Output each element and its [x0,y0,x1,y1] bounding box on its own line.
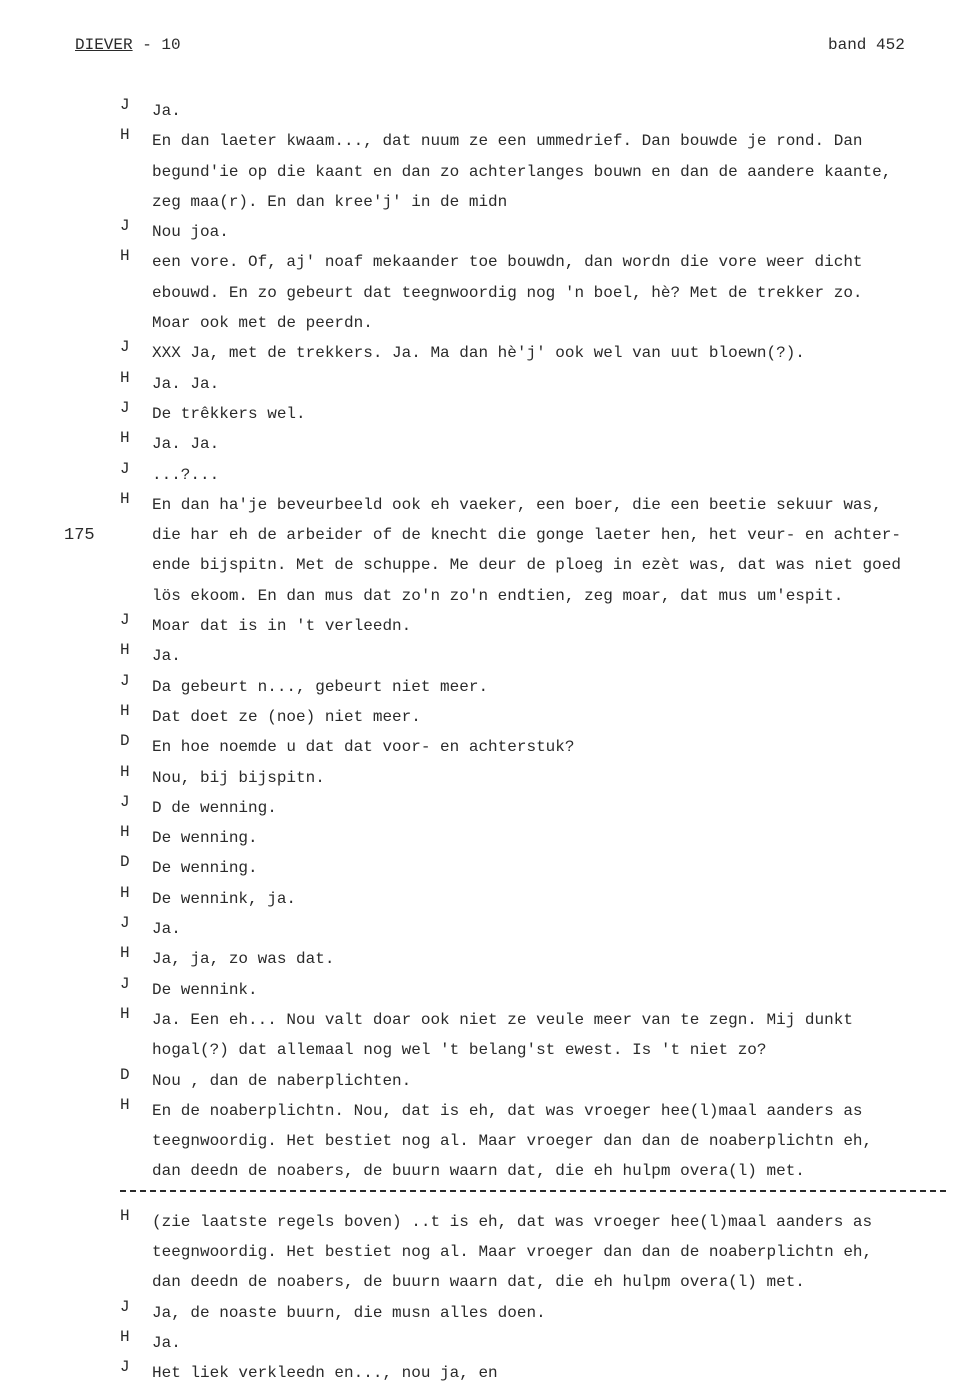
transcript-part-after [0,1207,973,1389]
speaker-label: H [120,762,130,781]
transcript-turn [0,793,973,823]
speaker-label: H [120,641,130,660]
utterance-text: De wenning. [152,859,258,878]
transcript-turn [0,914,973,944]
speaker-label: J [120,671,130,690]
speaker-label: J [120,611,130,630]
speaker-label: H [120,1004,130,1023]
speaker-label: J [120,1358,130,1377]
speaker-label: J [120,338,130,357]
utterance-text: Ja. [152,647,181,666]
transcript-turn [0,611,973,641]
utterance-text: Ja. [152,1333,181,1352]
utterance-text: een vore. Of, aj' noaf mekaander toe bouwdn, dan wordn die vore weer dicht ebouwd. En zo gebeurt dat teegnwoordig nog 'n boel, hè? Met de trekker zo. Moar ook met de peerdn. [152,253,863,333]
utterance-text: (zie laatste regels boven) ..t is eh, dat was vroeger hee(l)maal aanders as teegnwoordig. Het bestiet nog al. Maar vroeger dan dan de noaberplichtn eh, dan deedn de noabers, de buurn waarn dat, die eh hulpm overa(l) met. [152,1212,873,1292]
band-number: band 452 [828,36,905,54]
transcript-turn [0,1298,973,1328]
utterance-text: De wennink. [152,980,258,999]
transcript-turn [0,944,973,974]
transcript-turn [0,1066,973,1096]
utterance-text: Ja. [152,920,181,939]
transcript-turn [0,823,973,853]
transcript-turn [0,338,973,368]
utterance-text: Ja. Ja. [152,374,220,393]
utterance-text: Moar dat is in 't verleedn. [152,617,412,636]
utterance-text: Nou , dan de naberplichten. [152,1071,412,1090]
transcript-turn [0,247,973,338]
divider-line [120,1190,946,1193]
speaker-label: H [120,823,130,842]
transcript-turn [0,1358,973,1388]
utterance-text: Dat doet ze (noe) niet meer. [152,707,421,726]
transcript-turn [0,884,973,914]
speaker-label: J [120,96,130,114]
speaker-label: J [120,217,130,236]
speaker-label: H [120,247,130,266]
utterance-text: D de wenning. [152,798,277,817]
utterance-text: Da gebeurt n..., gebeurt niet meer. [152,677,489,696]
transcript [0,96,973,1388]
transcript-turn [0,429,973,459]
speaker-label: H [120,429,130,448]
transcript-turn [0,460,973,490]
utterance-text: Nou joa. [152,223,229,242]
speaker-label: H [120,944,130,963]
utterance-text: En hoe noemde u dat dat voor- en achterstuk? [152,738,575,757]
transcript-turn [0,1328,973,1358]
transcript-turn [0,369,973,399]
speaker-label: J [120,974,130,993]
place-name: DIEVER [75,36,133,54]
transcript-turn [0,702,973,732]
utterance-text: Ja. Ja. [152,435,220,454]
speaker-label: H [120,883,130,902]
speaker-label: J [120,398,130,417]
speaker-label: D [120,853,130,872]
speaker-label: H [120,368,130,387]
transcript-turn [0,1005,973,1066]
speaker-label: H [120,1095,130,1114]
transcript-turn [0,641,973,671]
transcript-turn [0,217,973,247]
utterance-text: Ja, de noaste buurn, die musn alles doen. [152,1303,546,1322]
transcript-turn [0,126,973,217]
speaker-label: H [120,701,130,720]
speaker-label: J [120,792,130,811]
utterance-text: De trêkkers wel. [152,404,306,423]
utterance-text: De wenning. [152,829,258,848]
speaker-label: J [120,459,130,478]
speaker-label: H [120,1206,130,1225]
transcript-turn [0,975,973,1005]
transcript-turn [0,853,973,883]
transcript-turn [0,490,973,611]
utterance-text: XXX Ja, met de trekkers. Ja. Ma dan hè'j' ook wel van uut bloewn(?). [152,344,805,363]
speaker-label: H [120,1327,130,1346]
utterance-text: En dan ha'je beveurbeeld ook eh vaeker, een boer, die een beetie sekuur was, die har eh de arbeider of de knecht die gonge laeter hen, het veur- en achter- ende bijspitn. Met de schuppe. Me deur de ploeg in ezèt was, dat was niet goed lös ekoom. En dan mus dat zo'n zo'n endtien, zeg moar, dat mus um'espit. [152,495,901,605]
margin-line-number: 175 [64,526,95,545]
speaker-label: D [120,1065,130,1084]
utterance-text: En dan laeter kwaam..., dat nuum ze een ummedrief. Dan bouwde je rond. Dan begund'ie op die kaant en dan zo achterlanges bouwn en dan de aandere kaante, zeg maa(r). En dan kree'j' in de midn [152,132,892,211]
transcript-turn [0,1096,973,1187]
utterance-text: En de noaberplichtn. Nou, dat is eh, dat was vroeger hee(l)maal aanders as teegnwoordig. Het bestiet nog al. Maar vroeger dan dan de noaberplichtn eh, dan deedn de noabers, de buurn waarn dat, die eh hulpm overa(l) met. [152,1101,873,1181]
page-number: - 10 [132,36,181,54]
speaker-label: D [120,732,130,751]
page-header-left [75,36,181,54]
transcript-turn [0,732,973,762]
transcript-turn [0,1207,973,1298]
transcript-part-before [0,96,973,1187]
utterance-text: De wennink, ja. [152,889,297,908]
speaker-label: H [120,126,130,145]
transcript-turn [0,399,973,429]
speaker-label: J [120,914,130,933]
utterance-text: ...?... [152,465,220,484]
speaker-label: J [120,1297,130,1316]
transcript-turn [0,96,973,126]
utterance-text: Nou, bij bijspitn. [152,768,325,787]
utterance-text: Het liek verkleedn en..., nou ja, en [152,1364,498,1383]
transcript-turn [0,672,973,702]
transcript-turn [0,763,973,793]
utterance-text: Ja. Een eh... Nou valt doar ook niet ze veule meer van te zegn. Mij dunkt hogal(?) dat allemaal nog wel 't belang'st ewest. Is 't niet zo? [152,1010,853,1060]
utterance-text: Ja. [152,102,181,120]
utterance-text: Ja, ja, zo was dat. [152,950,335,969]
speaker-label: H [120,489,130,508]
